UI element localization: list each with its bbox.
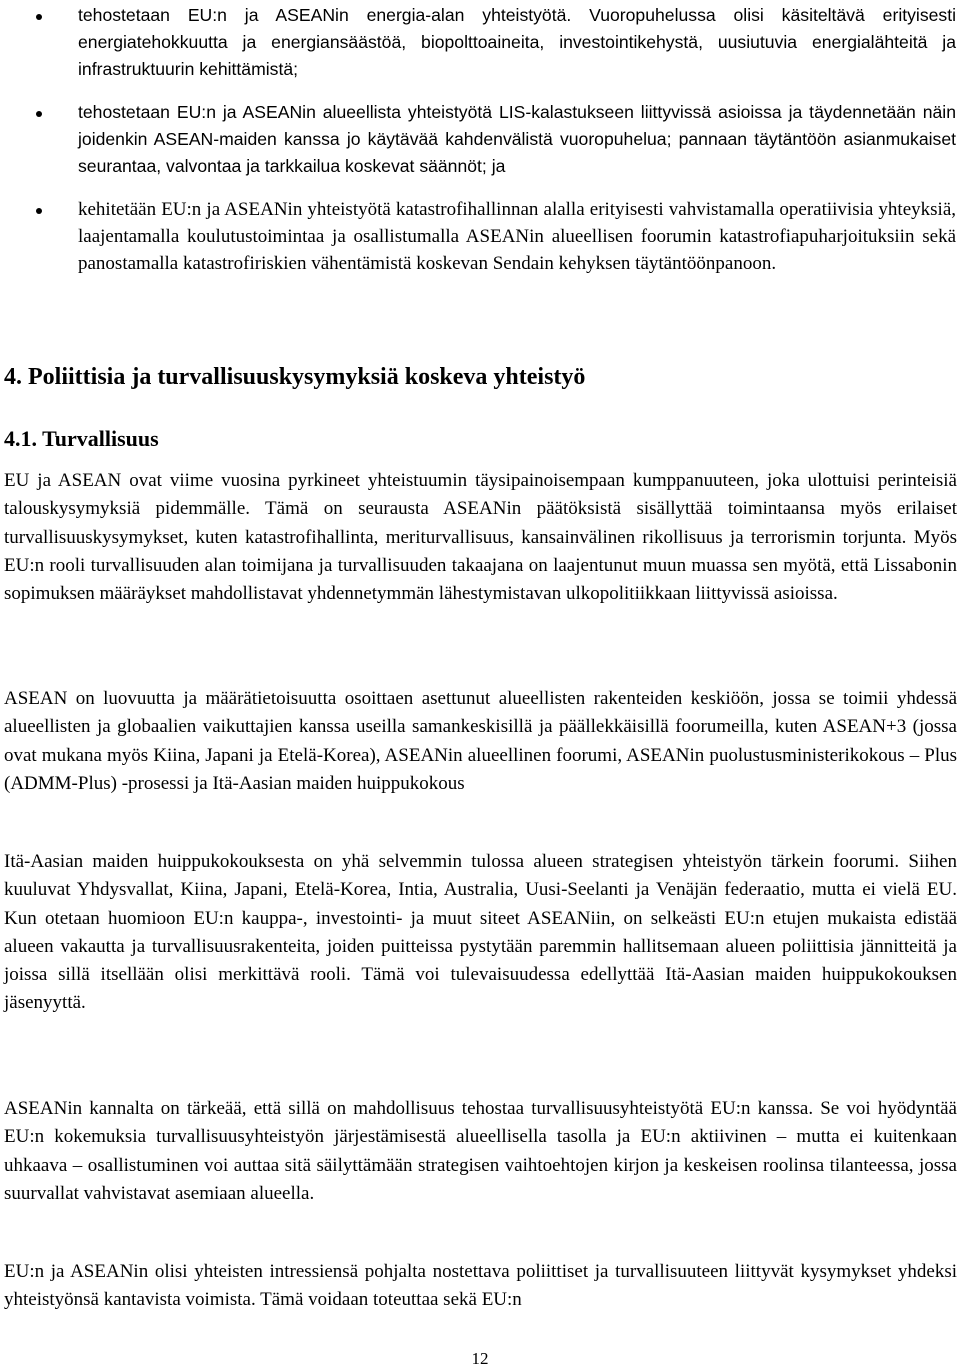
page-number: 12 <box>471 1349 489 1368</box>
bullet-text: tehostetaan EU:n ja ASEANin alueellista yhteistyötä LIS-kalastukseen liittyvissä asioissa ja täydennetään näin joidenkin ASEAN-maiden kanssa jo käytävää kahdenvälistä vuoropuhelua; pannaan täytäntöön asianmukaiset seurantaa, valvontaa ja tarkkailua koskevat säännöt; ja <box>78 102 956 176</box>
subsection-heading: 4.1. Turvallisuus <box>4 426 159 451</box>
bullet-dot-icon <box>36 111 42 117</box>
list-item <box>0 2 960 83</box>
paragraph: ASEANin kannalta on tärkeää, että sillä on mahdollisuus tehostaa turvallisuusyhteistyötä EU:n kanssa. Se voi hyödyntää EU:n kokemuksia turvallisuusyhteistyön järjestämisestä alueellisella tasolla ja EU:n aktiivinen – mutta ei kuitenkaan uhkaava – osallistuminen voi auttaa sitä säilyttämään strategisen vaihtoehtojen kirjon ja keskeisen roolinsa tilanteessa, jossa suurvallat vahvistavat asemiaan alueella. <box>4 1098 957 1204</box>
paragraph: ASEAN on luovuutta ja määrätietoisuutta osoittaen asettunut alueellisten rakenteiden keskiöön, jossa se toimii yhdessä alueellisten ja globaalien vaikuttajien kanssa useilla samankeskisillä ja päällekkäisillä foorumeilla, kuten ASEAN+3 (jossa ovat mukana myös Kiina, Japani ja Etelä-Korea), ASEANin alueellinen foorumi, ASEANin puolustusministerikokous – Plus (ADMM-Plus) -prosessi ja Itä-Aasian maiden huippukokous <box>4 688 957 794</box>
paragraph: EU ja ASEAN ovat viime vuosina pyrkineet yhteistuumin täysipainoisempaan kumppanuuteen, joka ulottuisi perinteisiä talouskysymyksiä pidemmälle. Tämä on seurausta ASEANin päätöksistä sisällyttää toimintaansa myös erilaiset turvallisuuskysymykset, kuten katastrofihallinta, meriturvallisuus, kansainvälinen rikollisuus ja terrorismin torjunta. Myös EU:n rooli turvallisuuden alan toimijana ja turvallisuuden takaajana on laajentunut muun muassa sen myötä, että Lissabonin sopimuksen määräykset mahdollistavat yhdennetymmän lähestymistavan ulkopolitiikkaan liittyvissä asioissa. <box>4 470 957 605</box>
section-heading: 4. Poliittisia ja turvallisuuskysymyksiä koskeva yhteistyö <box>4 364 586 390</box>
bullet-dot-icon <box>36 14 42 20</box>
list-item <box>0 99 960 180</box>
list-item <box>0 196 960 277</box>
bullet-text: kehitetään EU:n ja ASEANin yhteistyötä katastrofihallinnan alalla erityisesti vahvistamalla operatiivisia yhteyksiä, laajentamalla koulutustoimintaa ja osallistumalla ASEANin alueellisen foorumin katastrofiapuharjoituksiin sekä panostamalla katastrofiriskien vähentämistä koskevan Sendain kehyksen täytäntöönpanoon. <box>78 199 956 274</box>
paragraph: Itä-Aasian maiden huippukokouksesta on yhä selvemmin tulossa alueen strategisen yhteistyön tärkein foorumi. Siihen kuuluvat Yhdysvallat, Kiina, Japani, Etelä-Korea, Intia, Australia, Uusi-Seelanti ja Venäjän federaatio, mutta ei vielä EU. Kun otetaan huomioon EU:n kauppa-, investointi- ja muut siteet ASEANiin, on selkeästi EU:n etujen mukaista edistää alueen vakautta ja turvallisuusrakenteita, joiden puitteissa pystytään paremmin hallitsemaan alueen poliittisia jännitteitä ja joissa sillä itsellään olisi merkittävä rooli. Tämä voi tulevaisuudessa edellyttää Itä-Aasian maiden huippukokouksen jäsenyyttä. <box>4 851 957 1014</box>
paragraph: EU:n ja ASEANin olisi yhteisten intressiensä pohjalta nostettava poliittiset ja turvallisuuteen liittyvät kysymykset yhdeksi yhteistyönsä kantavista voimista. Tämä voidaan toteuttaa sekä EU:n <box>4 1261 957 1311</box>
bullet-list <box>0 2 960 293</box>
bullet-text: tehostetaan EU:n ja ASEANin energia-alan yhteistyötä. Vuoropuhelussa olisi käsiteltävä erityisesti energiatehokkuutta ja energiansäästöä, biopolttoaineita, investointikehystä, uusiutuvia energialähteitä ja infrastruktuurin kehittämistä; <box>78 5 956 79</box>
bullet-dot-icon <box>36 208 42 214</box>
